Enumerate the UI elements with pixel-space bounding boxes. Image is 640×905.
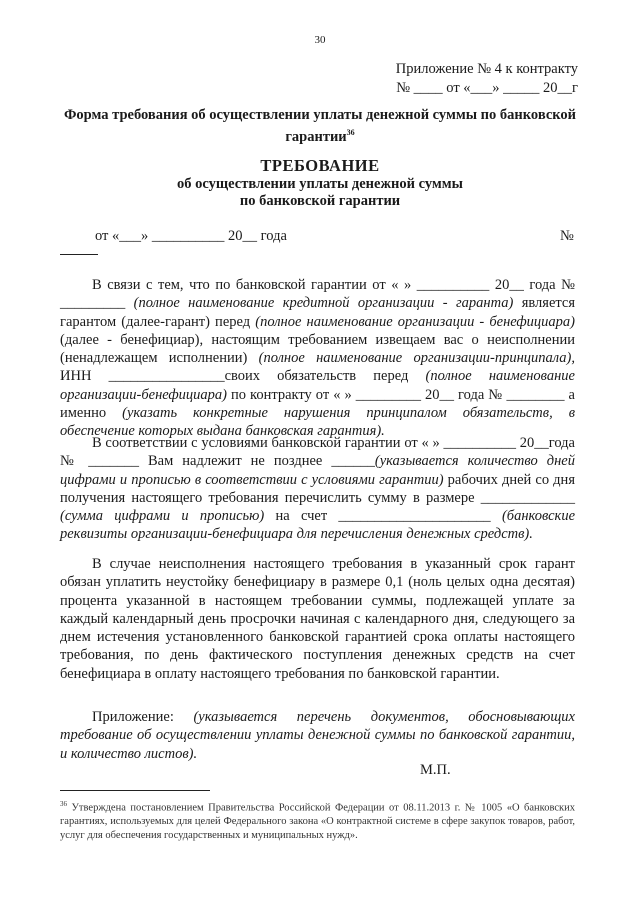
document-title: ТРЕБОВАНИЕ — [260, 156, 380, 175]
p1-text-1: В связи с тем, что по банковской гарантии от « » __________ 20__ года № _________ — [60, 277, 575, 312]
p1-italic-5: (указать конкретные нарушения принципалом обязательств, в обеспечение которых выдана банковская гарантия). — [60, 405, 575, 440]
p3-text: В случае неисполнения настоящего требования в указанный срок гарант обязан уплатить неустойку бенефициару в размере 0,1 (ноль целых одна десятая) процента указанной в настоящем требовании суммы, подлежащей уплате за каждый календарный день просрочки начиная с календарного дня, следующего за днем истечения установленного банковской гарантией срока оплаты настоящего требования, по день фактического поступления денежных средств на счет бенефициара в оплату настоящего требования по банковской гарантии. — [60, 556, 575, 682]
number-underline — [60, 254, 98, 255]
footnote-text: Утверждена постановлением Правительства Российской Федерации от 08.11.2013 г. № 1005 «О банковских гарантиях, используемых для целей Федерального закона «О контрактной системе в сфере закупок товаров, работ, услуг для обеспечения государственных и муниципальных нужд». — [60, 802, 575, 841]
p1-italic-2: (полное наименование организации - бенефициара) — [255, 313, 575, 330]
page-number: 30 — [314, 34, 326, 46]
number-sign: № — [560, 228, 574, 244]
footnote-ref: 36 — [60, 800, 67, 808]
footnote — [60, 798, 575, 842]
p1-italic-4: (полное наименование организации-бенефициара) — [60, 368, 575, 403]
p1-text-2: является гарантом (далее-гарант) перед — [60, 295, 576, 330]
appendix-line2: № ____ от «___» _____ 20__г — [396, 80, 578, 96]
appendix-line1: Приложение № 4 к контракту — [395, 61, 578, 77]
p1-text-3: (далее - бенефициар), настоящим требованием извещаем вас о неисполнении (ненадлежащем исполнении) — [60, 331, 575, 367]
document-subtitle — [60, 176, 580, 210]
stamp-place: М.П. — [420, 762, 451, 778]
p2-italic-3: (банковские реквизиты организации-бенефициара для перечисления денежных средств). — [60, 508, 576, 543]
form-title-footnote-ref: 36 — [346, 128, 355, 137]
date-line: от «___» __________ 20__ года — [95, 228, 287, 244]
attachment-text: (указывается перечень документов, обосновывающих требование об осуществлении уплаты денежной суммы по банковской гарантии, и количество листов). — [60, 709, 575, 762]
paragraph-1 — [60, 276, 575, 441]
subtitle-line1: об осуществлении уплаты денежной суммы — [177, 176, 463, 192]
p2-text-1: В соответствии с условиями банковской гарантии от « » __________ 20__года № _______ Вам надлежит не позднее ______ — [60, 435, 575, 470]
footnote-separator — [60, 790, 210, 791]
subtitle-line2: по банковской гарантии — [239, 193, 401, 209]
p1-italic-3: (полное наименование организации-принципала), — [258, 350, 575, 367]
p1-text-4: ИНН ________________своих обязательств перед — [60, 368, 426, 385]
paragraph-2 — [60, 434, 575, 544]
attachment-paragraph — [60, 708, 575, 763]
p2-italic-2: (сумма цифрами и прописью) — [60, 508, 265, 525]
p1-italic-1: (полное наименование кредитной организации - гаранта) — [133, 295, 514, 312]
p2-italic-1: (указывается количество дней цифрами и прописью в соответствии с условиями гарантии) — [60, 453, 575, 488]
form-title-text: Форма требования об осуществлении уплаты денежной суммы по банковской гарантии — [63, 107, 577, 145]
paragraph-3 — [60, 555, 575, 683]
p2-text-2: рабочих дней со дня получения настоящего требования перечислить сумму в размере _____________ — [60, 471, 575, 506]
appendix-header — [330, 60, 578, 98]
attachment-label: Приложение: — [92, 709, 174, 725]
form-title — [60, 106, 580, 146]
p2-text-3: на счет _____________________ — [264, 508, 502, 525]
p1-text-5: по контракту от « » _________ 20__ года № ________ а именно — [60, 386, 575, 422]
